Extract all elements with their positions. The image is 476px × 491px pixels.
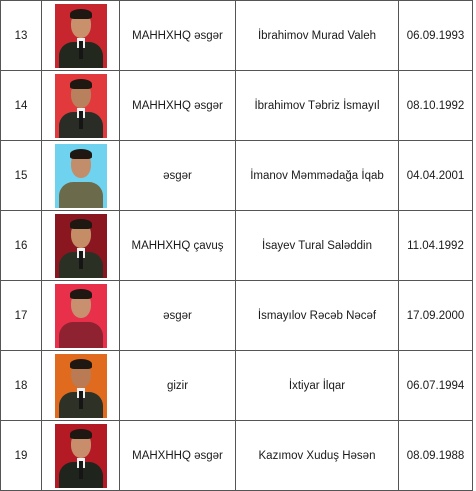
row-number (1, 71, 42, 141)
photo-cell (42, 281, 120, 351)
photo-cell (42, 211, 120, 281)
photo-cell (42, 141, 120, 211)
portrait-photo (55, 214, 107, 278)
row-number-text: 16 (14, 239, 28, 252)
hair-shape (70, 289, 92, 299)
uniform-shape (59, 322, 103, 348)
row-number (1, 1, 42, 71)
tie-shape (79, 251, 83, 269)
rank-text: MAHXHHQ əsgər (132, 449, 223, 462)
hair-shape (70, 79, 92, 89)
full-name-text: İbrahimov Murad Valeh (257, 29, 377, 42)
birth-date-text: 17.09.2000 (406, 309, 465, 322)
birth-date-text: 08.10.1992 (406, 99, 465, 112)
hair-shape (70, 9, 92, 19)
name-cell (236, 281, 399, 351)
birth-date-text: 08.09.1988 (406, 449, 465, 462)
photo-cell (42, 71, 120, 141)
portrait-photo (55, 74, 107, 138)
full-name-text: İsmayılov Rəcəb Nəcəf (257, 309, 377, 322)
tie-shape (79, 391, 83, 409)
rank-text: MAHHXHQ əsgər (132, 99, 223, 112)
rank-text: MAHHXHQ çavuş (131, 239, 224, 252)
rank-cell (120, 141, 236, 211)
dob-cell (399, 71, 473, 141)
rank-text: gizir (166, 379, 189, 392)
hair-shape (70, 219, 92, 229)
row-number-text: 18 (14, 379, 28, 392)
table-row (1, 1, 473, 71)
row-number-text: 17 (14, 309, 28, 322)
tie-shape (79, 461, 83, 479)
rank-cell (120, 421, 236, 491)
full-name-text: İmanov Məmmədağa İqab (250, 169, 384, 182)
portrait-photo (55, 4, 107, 68)
rank-cell (120, 281, 236, 351)
rank-cell (120, 351, 236, 421)
table-row (1, 351, 473, 421)
name-cell (236, 351, 399, 421)
rank-cell (120, 1, 236, 71)
tie-shape (79, 111, 83, 129)
table-row (1, 211, 473, 281)
birth-date-text: 06.09.1993 (406, 29, 465, 42)
portrait-photo (55, 424, 107, 488)
row-number (1, 211, 42, 281)
full-name-text: İbrahimov Təbriz İsmayıl (254, 99, 380, 112)
hair-shape (70, 429, 92, 439)
photo-cell (42, 1, 120, 71)
table-row (1, 71, 473, 141)
table-row (1, 141, 473, 211)
portrait-photo (55, 144, 107, 208)
dob-cell (399, 1, 473, 71)
row-number-text: 13 (14, 29, 28, 42)
row-number-text: 14 (14, 99, 28, 112)
name-cell (236, 421, 399, 491)
portrait-photo (55, 284, 107, 348)
full-name-text: İxtiyar İlqar (288, 379, 346, 392)
uniform-shape (59, 182, 103, 208)
dob-cell (399, 211, 473, 281)
dob-cell (399, 141, 473, 211)
tie-shape (79, 41, 83, 59)
rank-cell (120, 71, 236, 141)
photo-cell (42, 351, 120, 421)
row-number (1, 281, 42, 351)
birth-date-text: 04.04.2001 (406, 169, 465, 182)
birth-date-text: 06.07.1994 (406, 379, 465, 392)
name-cell (236, 141, 399, 211)
full-name-text: İsayev Tural Saləddin (262, 239, 372, 252)
table-body (1, 1, 473, 491)
row-number-text: 19 (14, 449, 28, 462)
dob-cell (399, 281, 473, 351)
name-cell (236, 71, 399, 141)
rank-text: MAHHXHQ əsgər (132, 29, 223, 42)
hair-shape (70, 359, 92, 369)
dob-cell (399, 421, 473, 491)
row-number (1, 351, 42, 421)
photo-cell (42, 421, 120, 491)
full-name-text: Kazımov Xuduş Həsən (258, 449, 376, 462)
birth-date-text: 11.04.1992 (407, 239, 464, 252)
rank-text: əsgər (163, 309, 192, 322)
rank-cell (120, 211, 236, 281)
row-number (1, 141, 42, 211)
rank-text: əsgər (163, 169, 192, 182)
row-number (1, 421, 42, 491)
dob-cell (399, 351, 473, 421)
hair-shape (70, 149, 92, 159)
table-row (1, 421, 473, 491)
table-row (1, 281, 473, 351)
name-cell (236, 211, 399, 281)
portrait-photo (55, 354, 107, 418)
row-number-text: 15 (14, 169, 28, 182)
name-cell (236, 1, 399, 71)
